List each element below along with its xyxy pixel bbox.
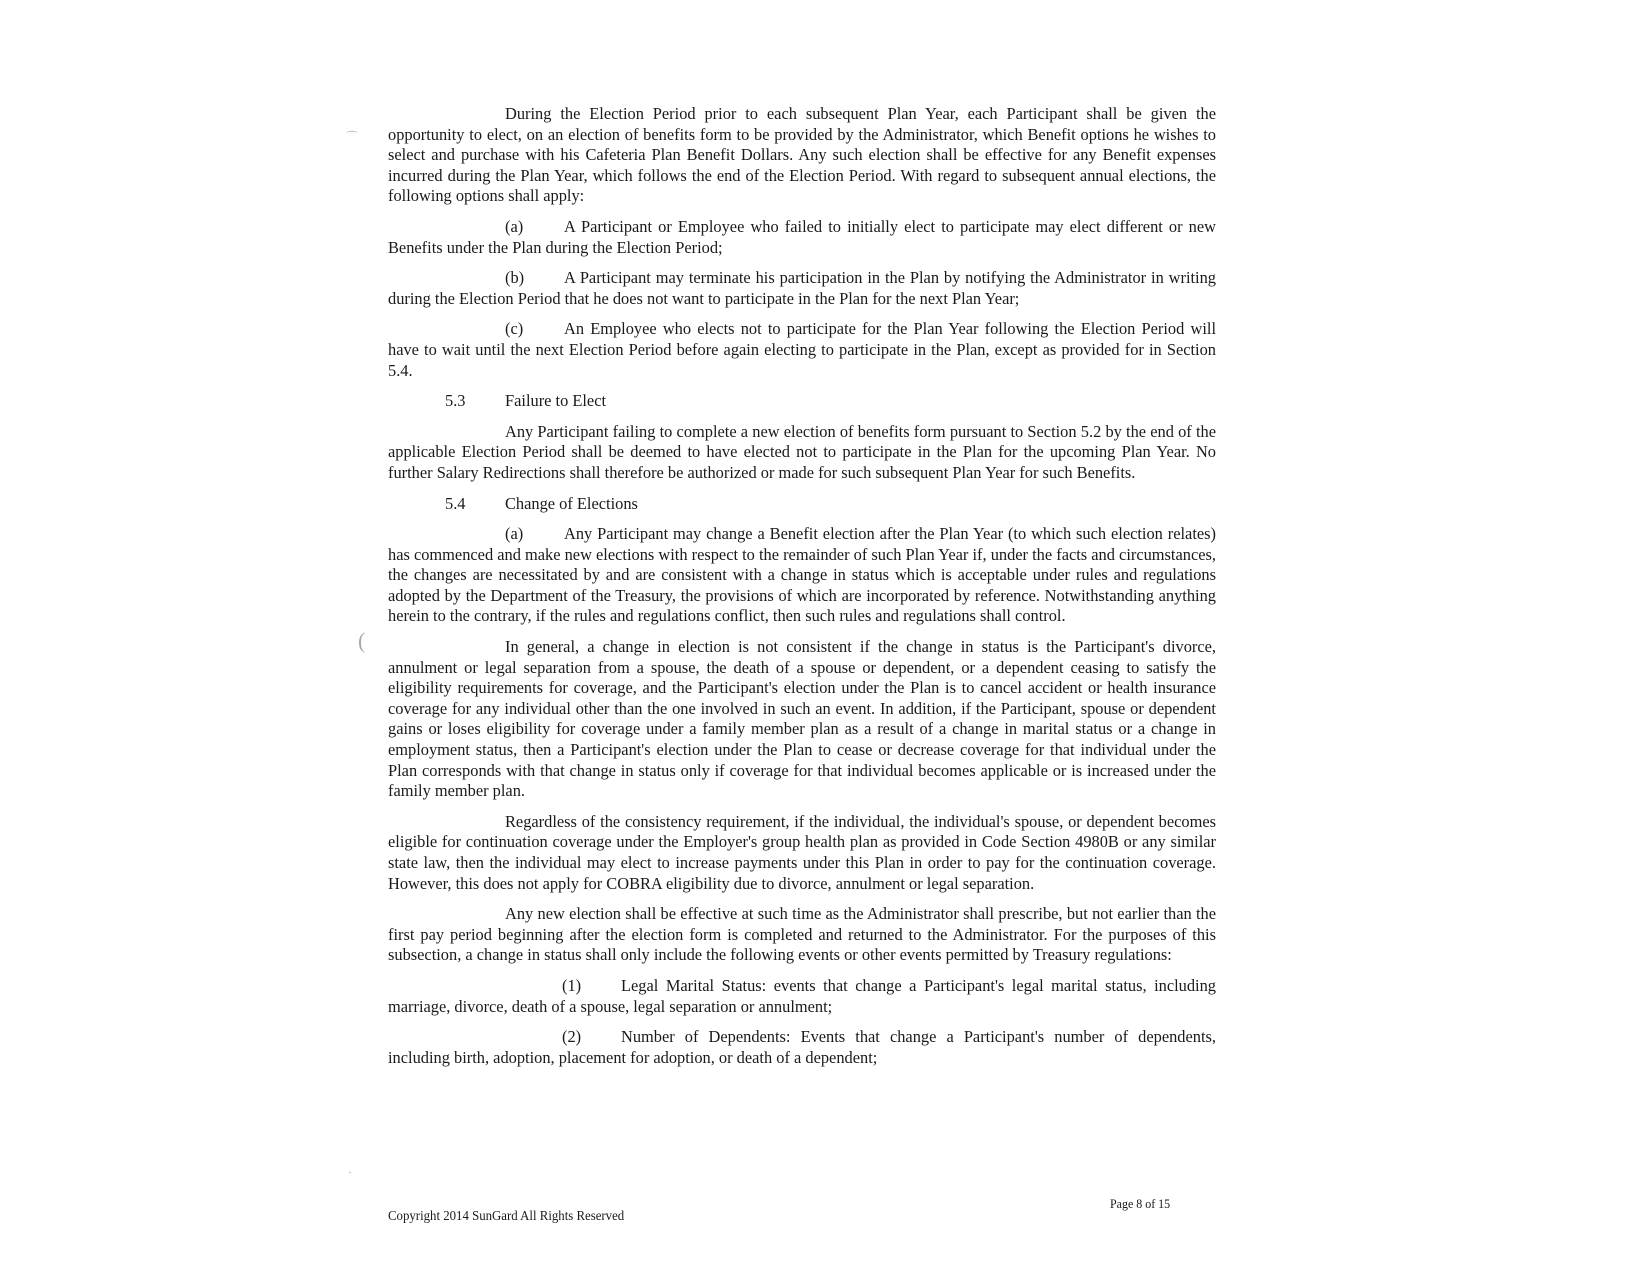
option-label: (b): [505, 268, 525, 288]
section-title: Change of Elections: [505, 493, 638, 513]
copyright-notice: Copyright 2014 SunGard All Rights Reserved: [388, 1208, 625, 1223]
new-election-paragraph: Any new election shall be effective at such time as the Administrator shall prescribe, but not earlier than the first pay period beginning after the election form is completed and returned to the Administrator. For the purposes of this subsection, a change in status shall only include the following events or other events permitted by Treasury regulations:: [388, 904, 1216, 965]
option-label: (a): [505, 216, 524, 236]
section-number: 5.4: [445, 493, 466, 513]
section-heading-5-3: [388, 391, 1216, 412]
option-a: [388, 217, 1216, 258]
event-label: (1): [562, 975, 582, 995]
scan-artifact: ⌒: [346, 130, 359, 144]
regardless-paragraph: Regardless of the consistency requirement, if the individual, the individual's spouse, or dependent becomes eligible for continuation coverage under the Employer's group health plan as provided in Code Section 4980B or any similar state law, then the individual may elect to increase payments under this Plan in order to pay for the continuation coverage. However, this does not apply for COBRA eligibility due to divorce, annulment or legal separation.: [388, 811, 1216, 893]
event-label: (2): [562, 1027, 582, 1047]
section-title: Failure to Elect: [505, 391, 607, 411]
sub-label: (a): [505, 524, 524, 544]
section-number: 5.3: [445, 391, 466, 411]
section-heading-5-4: [388, 494, 1216, 515]
option-c: [388, 319, 1216, 381]
option-text: A Participant or Employee who failed to initially elect to participate may elect different or new Benefits under the Plan during the Election Period;: [388, 216, 1216, 257]
section-5-4-a: [388, 524, 1216, 627]
sub-text: Any Participant may change a Benefit election after the Plan Year (to which such election relates) has commenced and make new elections with respect to the remainder of such Plan Year if, under the facts and circumstances, the changes are necessitated by and are consistent with a change in status which is acceptable under rules and regulations adopted by the Department of the Treasury, the provisions of which are incorporated by reference. Notwithstanding anything herein to the contrary, if the rules and regulations conflict, then such rules and regulations shall control.: [388, 524, 1216, 626]
option-label: (c): [505, 319, 524, 339]
option-text: A Participant may terminate his participation in the Plan by notifying the Administrator in writing during the Election Period that he does not want to participate in the Plan for the next Plan Year;: [388, 268, 1216, 308]
event-1: [388, 976, 1216, 1017]
section-5-3-body: Any Participant failing to complete a new election of benefits form pursuant to Section 5.2 by the end of the applicable Election Period shall be deemed to have elected not to participate in the Plan for the upcoming Plan Year. No further Salary Redirections shall therefore be authorized or made for such subsequent Plan Year for such Benefits.: [388, 421, 1216, 482]
option-b: [388, 268, 1216, 309]
intro-paragraph: During the Election Period prior to each subsequent Plan Year, each Participant shall be given the opportunity to elect, on an election of benefits form to be provided by the Administrator, which Benefit options he wishes to select and purchase with his Cafeteria Plan Benefit Dollars. Any such election shall be effective for any Benefit expenses incurred during the Plan Year, which follows the end of the Election Period. With regard to subsequent annual elections, the following options shall apply:: [388, 104, 1216, 206]
event-2: [388, 1027, 1216, 1068]
scan-artifact: ˎ: [348, 1160, 352, 1174]
general-paragraph: In general, a change in election is not consistent if the change in status is the Participant's divorce, annulment or legal separation from a spouse, the death of a spouse or dependent, or a dependent ceasing to satisfy the eligibility requirements for coverage, and the Participant's election under the Plan is to cancel accident or health insurance coverage for any individual other than the one involved in such an event. In addition, if the Participant, spouse or dependent gains or loses eligibility for coverage under a family member plan as a result of a change in marital status or a change in employment status, then a Participant's election under the Plan to cease or decrease coverage for that individual under the Plan corresponds with that change in status only if coverage for that individual becomes applicable or is increased under the family member plan.: [388, 637, 1216, 801]
document-page: [388, 104, 1216, 1078]
page-number: Page 8 of 15: [1110, 1196, 1171, 1211]
option-text: An Employee who elects not to participate for the Plan Year following the Election Period will have to wait until the next Election Period before again electing to participate in the Plan, except as provided for in Section 5.4.: [388, 319, 1216, 380]
scan-artifact: (: [358, 628, 366, 653]
event-text: Number of Dependents: Events that change a Participant's number of dependents, including birth, adoption, placement for adoption, or death of a dependent;: [388, 1027, 1216, 1067]
event-text: Legal Marital Status: events that change a Participant's legal marital status, including marriage, divorce, death of a spouse, legal separation or annulment;: [388, 975, 1216, 1016]
